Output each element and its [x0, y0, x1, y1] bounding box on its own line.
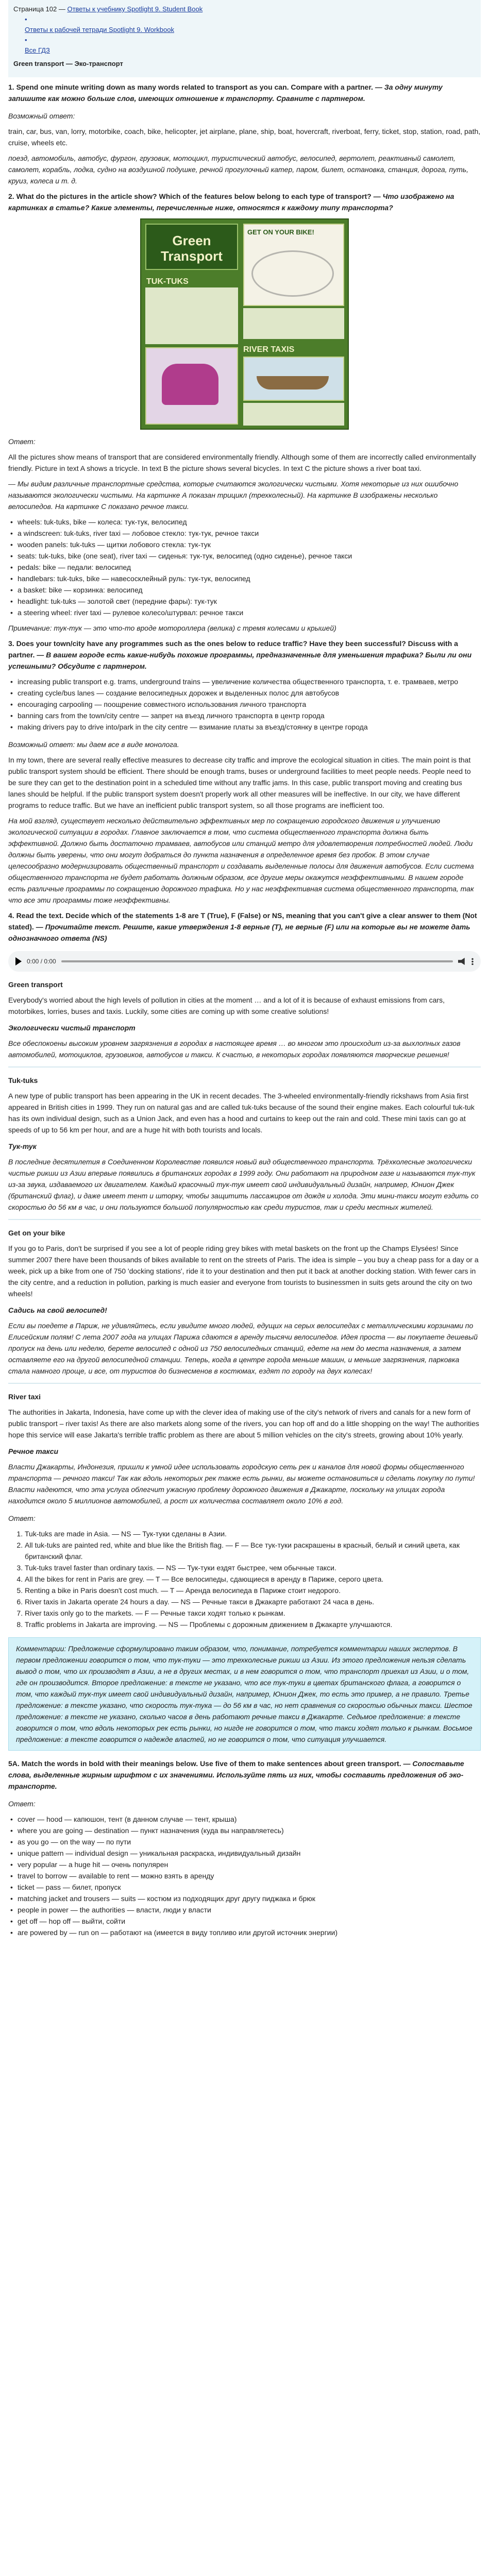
get-on-your-bike-caption: GET ON YOUR BIKE! [247, 228, 314, 236]
task1-question-ru: — За одну минуту запишите как можно больше слов, имеющих отношение к транспорту. Сравните с партнером. [8, 83, 443, 103]
section-text-en: A new type of public transport has been appearing in the UK in recent decades. The 3-wheeled environmentally-friendly rickshaws from Asia first appeared in British cities in 1999. They run on natural gas and are called tuk-tuks because of the sound their engine makes. Each colourful tuk-tuk has its own individual design, such as a Union Jack, and even has a hood and curtains to keep out the rain and cold. These mini taxis can go at speeds of up to 56 km per hour, and are a huge hit with both tourists and locals. [8, 1092, 475, 1134]
section-title: Green transport [8, 980, 63, 989]
tuk-tuk-photo [145, 347, 238, 425]
task3-question [8, 638, 481, 672]
boat-shape [257, 376, 329, 389]
list-item: • seats: tuk-tuks, bike (one seat), river taxi — сиденья: тук-тук, велосипед (одно сиденье), речное такси [8, 550, 481, 562]
task2-question-en: 2. What do the pictures in the article show? Which of the features below belong to each type of transport? [8, 192, 372, 200]
comment-box: Комментарии: Предложение сформулировано таким образом, что, понимание, потребуется комментарии наших экспертов. В первом предложении говорится о том, что тук-туки — это трехколесные рикши из Азии. Из этого предложения нельзя сделать вывод о том, что их производят в Азии, а не в других местах, и в нем говорится о том, что транспорт приехал из Азии, и о том, где он производится. Второе предложение: в тексте не указано, что все тук-туки в цветах британского флага, а говорится о том, что каждый тук-тук имеет свой индивидуальный дизайн, например, Юнион Джек, то есть это пример, а не правило. Третье предложение: в тексте указано, что скорость тук-тука — до 56 км в час, но нет сравнения со скоростью обычных такси. Шестое предложение: в тексте не указано, сколько часов в день работают речные такси в Джакарте. Седьмое предложение: в тексте говорится о том, что вдоль некоторых рек есть рынки, но нигде не говорится о том, что такси ходят только к рынкам. Восьмое предложение: в тексте говорится о надежде властей, но не говорится о том, что ситуация улучшается. [8, 1637, 481, 1751]
section-title: River taxi [8, 1393, 41, 1401]
article-image-title: Green Transport [145, 224, 238, 270]
task2-question-ru: — Что изображено на картинках в статье? Какие элементы, перечисленные ниже, относятся к каждому типу транспорта? [8, 192, 454, 212]
list-item: • increasing public transport e.g. trams, underground trains — увеличение количества общественного транспорта, т. е. трамваев, метро [8, 676, 481, 687]
task2-label: Ответ: [8, 437, 36, 446]
task4-answers-list [25, 1528, 481, 1630]
river-text-block [243, 403, 344, 426]
task4-label: Ответ: [8, 1514, 36, 1522]
section-title: Tuk-tuks [8, 1076, 38, 1084]
article-image [140, 218, 349, 430]
task3-answer-ru: На мой взгляд, существует несколько действительно эффективных мер по сокращению городского движения и улучшению экологической ситуации в городах. Главное заключается в том, что система общественного транспорта должна быть эффективной. Должно быть достаточно трамваев, автобусов или станций метро для удовлетворения потребностей людей. Люди должны быть уверены, что они могут добраться до пункта назначения в определенное время без пробок. В этом случае целесообразно модернизировать общественный транспорт и создавать выделенные полосы для движения автобусов. Если система общественного транспорта не будет работать должным образом, все другие меры окажутся неэффективными. В нашем городе есть различные программы по сокращению дорожного трафика. Но у нас неэффективная система общественного транспорта, так что все эти программы тоже неэффективны. [8, 817, 474, 904]
section-text-en: If you go to Paris, don't be surprised if you see a lot of people riding grey bikes with metal baskets on the front up the Champs Elysées! Since summer 2007 there have been thousands of bikes available to rent on the streets of Paris. The idea is simple – you buy a cheap pass for a day or a week, pick up a bike from one of 750 'docking stations', ride it to your destination and then put it back at another docking station. With fewer cars in the city centre, and a reduction in pollution, parking is much easier and everyone from tourists to businessmen in suits gets around the city on two wheels! [8, 1244, 479, 1298]
list-item: 3. Tuk-tuks travel faster than ordinary taxis. — NS — Тук-туки ездят быстрее, чем обычные такси. [25, 1562, 481, 1573]
student-book-link[interactable]: Ответы к учебнику Spotlight 9. Student Book [67, 5, 203, 13]
list-item: • people in power — the authorities — власти, люди у власти [8, 1904, 481, 1916]
task3-question-en: 3. Does your town/city have any programmes such as the ones below to reduce traffic? Have they been successful? Discuss with a partner. [8, 639, 458, 659]
list-item: • cover — hood — капюшон, тент (в данном случае — тент, крыша) [8, 1814, 481, 1825]
task1-question [8, 81, 481, 104]
river-taxi-photo [243, 357, 344, 401]
bikes-photo [243, 224, 344, 306]
section-text-ru: В последние десятилетия в Соединенном Королевстве появился новый вид общественного транспорта. Трёхколесные экологически чистые рикши из Азии впервые появились в британских городах в 1999 году. Они работают на природном газе и называются тук-тук из-за звука, издаваемого их двигателем. Каждый красочный тук-тук имеет свой индивидуальный дизайн, например, Юнион Джек (британский флаг), и даже имеет тент и шторку, чтобы защитить пассажиров от дождя и холода. Эти мини-такси могут ездить со скоростью до 56 км в час, и они пользуются большой популярностью как среди туристов, так и среди местных жителей. [8, 1158, 479, 1211]
list-item: 1. Tuk-tuks are made in Asia. — NS — Тук-туки сделаны в Азии. [25, 1528, 481, 1539]
list-item: 8. Traffic problems in Jakarta are improving. — NS — Проблемы с дорожным движением в Джакарте улучшаются. [25, 1619, 481, 1630]
list-item: • very popular — a huge hit — очень популярен [8, 1859, 481, 1870]
task3-question-ru: — В вашем городе есть какие-нибудь похожие программы, предназначенные для уменьшения трафика? Были ли они успешными? Обсудите с партнером. [8, 651, 472, 670]
section-title-ru: Тук-тук [8, 1142, 37, 1150]
section-tuk-tuks [8, 1075, 481, 1213]
section-text-ru: Все обеспокоены высоким уровнем загрязнения в городах в настоящее время … во многом это происходит из-за выхлопных газов автомобилей, мотоциклов, грузовиков, автобусов и такси. К счастью, в некоторых городах появляются творческие решения! [8, 1039, 461, 1059]
section-river-taxi [8, 1391, 481, 1506]
task3-answer-en: In my town, there are several really effective measures to decrease city traffic and improve the ecological situation in cities. The main point is that public transport system should be efficient. There should be enough trams, buses or underground facilities to meet people needs. People need to be sure they can get to the destination point in a scheduled time without any traffic jams. In this case, public transport moving and creating bus lanes should be helpful. If the public transport system doesn't properly work all other measures will be ineffective. In our city, we have different programs to reduce traffic. But we have an inefficient public transport system, so all those programs are inefficient too. [8, 756, 471, 809]
task3-label: Возможный ответ: мы даем все в виде монолога. [8, 740, 179, 749]
header-links [13, 14, 476, 56]
task2-features-list [8, 516, 481, 618]
task1-answer-ru: поезд, автомобиль, автобус, фургон, грузовик, мотоцикл, туристический автобус, велосипед, вертолет, реактивный самолет, самолет, корабль, лодка, судно на воздушной подушке, речной прогулочный катер, паром, билет, остановка, станция, дорога, путь, круиз, колеса и т. д. [8, 154, 469, 185]
task5-label: Ответ: [8, 1800, 36, 1808]
list-item: 6. River taxis in Jakarta operate 24 hours a day. — NS — Речные такси в Джакарте работают 24 часа в день. [25, 1596, 481, 1607]
task1-label: Возможный ответ: [8, 112, 75, 120]
task1-answer-en: train, car, bus, van, lorry, motorbike, coach, bike, helicopter, jet airplane, plane, ship, boat, hovercraft, riverboat, ferry, ticket, stop, station, road, path, cruise, wheels etc. [8, 127, 481, 147]
task5-question-ru: — Сопоставьте слова, выделенные жирным шрифтом с их значениями. Используйте пять из них, чтобы составить предложения об эко-транспорте. [8, 1759, 464, 1790]
bike-text-block [243, 308, 344, 339]
task2-note: Примечание: тук-тук — это что-то вроде мотороллера (велика) с тремя колесами и крышей) [8, 624, 336, 632]
list-item: • pedals: bike — педали: велосипед [8, 562, 481, 573]
all-gdz-link[interactable]: • Все ГДЗ [25, 46, 50, 54]
play-icon[interactable] [15, 957, 22, 965]
audio-time: 0:00 / 0:00 [27, 958, 56, 965]
list-item: • wheels: tuk-tuks, bike — колеса: тук-тук, велосипед [8, 516, 481, 528]
section-text-ru: Если вы поедете в Париж, не удивляйтесь, если увидите много людей, едущих на серых велосипедах с металлическими корзинами по Елисейским полям! С лета 2007 года на улицах Парижа сдаются в аренду тысячи велосипедов. Идея проста — вы покупаете дешевый пропуск на день или неделю, берете велосипед с одной из 750 велосипедных станций, едете на нем до места назначения, а затем оставляете его на другой велосипедной станции. Теперь, когда в центре города меньше машин, и меньше загрязнения, парковка стала намного проще, и все, от туристов до бизнесменов в костюмах, ездят по городу на двух колесах! [8, 1321, 478, 1375]
list-item: • a basket: bike — корзинка: велосипед [8, 584, 481, 596]
task4-question-ru: — Прочитайте текст. Решите, какие утверждения 1-8 верные (T), не верные (F) или на которые вы не можете дать однозначного ответа (NS) [8, 923, 470, 942]
page-title: Green transport — Эко-транспорт [13, 60, 123, 67]
task2-answer-en: All the pictures show means of transport that are considered environmentally friendly. Although some of them are incorrectly called environmentally friendly. Picture in text A shows a tricycle. In text B the picture shows several bicycles. In text C the picture shows a river boat taxi. [8, 453, 476, 472]
workbook-link[interactable]: • Ответы к рабочей тетради Spotlight 9. Workbook [25, 26, 174, 33]
list-item: • travel to borrow — available to rent — можно взять в аренду [8, 1870, 481, 1882]
list-item: 4. All the bikes for rent in Paris are grey. — T — Все велосипеды, сдающиеся в аренду в Париже, серого цвета. [25, 1573, 481, 1585]
section-text-en: The authorities in Jakarta, Indonesia, have come up with the clever idea of making use of the city's network of rivers and canals for a new form of public transport – river taxis! As there are also markets along some of the rivers, you can hop off and do a little shopping on the way! The authorities hope this service will ease Jakarta's terrible traffic problem as there are about 5 million vehicles on the city's streets, growing about 10% yearly. [8, 1408, 479, 1439]
header-link-item [13, 14, 476, 35]
audio-progress-track[interactable] [61, 960, 453, 962]
list-item: • get off — hop off — выйти, сойти [8, 1916, 481, 1927]
list-item: • banning cars from the town/city centre — запрет на въезд личного транспорта в центр города [8, 710, 481, 721]
list-item: 5. Renting a bike in Paris doesn't cost much. — T — Аренда велосипеда в Париже стоит недорого. [25, 1585, 481, 1596]
section-bike [8, 1227, 481, 1377]
list-item: • a windscreen: tuk-tuks, river taxi — лобовое стекло: тук-тук, речное такси [8, 528, 481, 539]
more-options-icon[interactable] [471, 958, 474, 965]
task4-question [8, 910, 481, 944]
task1-question-en: 1. Spend one minute writing down as many words related to transport as you can. Compare with a partner. [8, 83, 373, 91]
list-item: • headlight: tuk-tuks — золотой свет (передние фары): тук-тук [8, 596, 481, 607]
list-item: • handlebars: tuk-tuks, bike — навесосклейный руль: тук-тук, велосипед [8, 573, 481, 584]
list-item: • ticket — pass — билет, пропуск [8, 1882, 481, 1893]
section-text-en: Everybody's worried about the high levels of pollution in cities at the moment … and a lot of it is because of exhaust emissions from cars, motorbikes, lorries, buses and taxis. Luckily, some cities are coming up with some creative solutions! [8, 996, 445, 1015]
task2-answer-ru: — Мы видим различные транспортные средства, которые считаются экологически чистыми. Хотя некоторые из них ошибочно называются экологически чистыми. На картинке А показан трицикл (трехколесный). На картинке В изображены несколько велосипедов. На картинке С показано речное такси. [8, 480, 459, 511]
tuk-tuks-caption: TUK-TUKS [146, 277, 189, 286]
header-link-item [13, 35, 476, 56]
task5-question-en: 5A. Match the words in bold with their meanings below. Use five of them to make sentences about green transport. [8, 1759, 401, 1768]
divider [8, 1066, 481, 1067]
list-item: • are powered by — run on — работают на (имеется в виду топливо или другой источник энергии) [8, 1927, 481, 1938]
list-item: • a steering wheel: river taxi — рулевое колесо/штурвал: речное такси [8, 607, 481, 618]
task4-question-en: 4. Read the text. Decide which of the statements 1-8 are T (True), F (False) or NS, meaning that you can't give a clear answer to them (Not stated). [8, 911, 477, 931]
tuk-tuk-body-shape [162, 364, 218, 405]
section-green-transport [8, 979, 481, 1060]
section-title: Get on your bike [8, 1229, 65, 1237]
page-line-label: Страница 102 — [13, 5, 65, 13]
list-item: 7. River taxis only go to the markets. — F — Речные такси ходят только к рынкам. [25, 1607, 481, 1619]
list-item: • making drivers pay to drive into/park in the city centre — взимание платы за въезд/стоянку в центре города [8, 721, 481, 733]
list-item: • unique pattern — individual design — уникальная раскраска, индивидуальный дизайн [8, 1848, 481, 1859]
list-item: • encouraging carpooling — поощрение совместного использования личного транспорта [8, 699, 481, 710]
audio-player [8, 951, 481, 972]
bike-wheel-shape [251, 250, 334, 297]
list-item: • creating cycle/bus lanes — создание велосипедных дорожек и выделенных полос для автобусов [8, 687, 481, 699]
list-item: 2. All tuk-tuks are painted red, white and blue like the British flag. — F — Все тук-туки раскрашены в красный, белый и синий цвета, как британский флаг. [25, 1539, 481, 1562]
volume-icon[interactable] [458, 958, 466, 965]
task5-answers-list [8, 1814, 481, 1938]
section-title-ru: Экологически чистый транспорт [8, 1024, 136, 1032]
section-title-ru: Речное такси [8, 1447, 59, 1455]
section-title-ru: Садись на свой велосипед! [8, 1306, 107, 1314]
river-taxis-caption: RIVER TAXIS [243, 345, 295, 354]
list-item: • matching jacket and trousers — suits — костюм из подходящих друг другу пиджака и брюк [8, 1893, 481, 1904]
list-item: • wooden panels: tuk-tuks — щитки лобового стекла: тук-тук [8, 539, 481, 550]
page-header [8, 0, 481, 77]
divider [8, 1383, 481, 1384]
divider [8, 1219, 481, 1220]
task2-question [8, 191, 481, 213]
tuk-text-block [145, 287, 238, 344]
task3-programmes-list [8, 676, 481, 733]
task5-question [8, 1758, 481, 1792]
section-text-ru: Власти Джакарты, Индонезия, пришли к умной идее использовать городскую сеть рек и каналов для новой формы общественного транспорта — речного такси! Так как вдоль некоторых рек также есть рынки, вы можете остановиться и сделать покупку по пути! Власти надеются, что эта услуга облегчит ужасную проблему дорожного движения в Джакарте, поскольку на улицах города находится около 5 миллионов автомобилей, а рост их количества составляет около 10% в год. [8, 1463, 475, 1505]
list-item: • as you go — on the way — по пути [8, 1836, 481, 1848]
list-item: • where you are going — destination — пункт назначения (куда вы направляетесь) [8, 1825, 481, 1836]
page-line [13, 4, 476, 14]
